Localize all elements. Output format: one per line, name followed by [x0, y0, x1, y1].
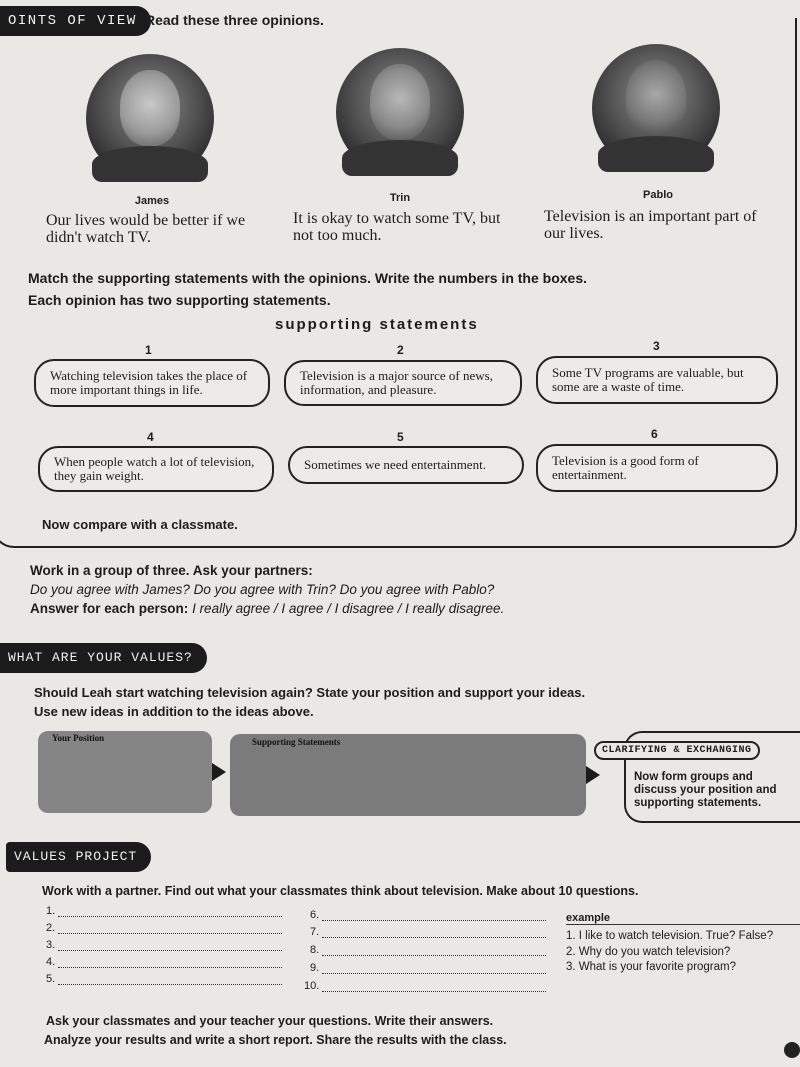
values-line-1: Should Leah start watching television again? State your position and support your ideas. — [34, 685, 586, 700]
question-number: 3. — [46, 939, 56, 951]
group-line-2: Do you agree with James? Do you agree with Trin? Do you agree with Pablo? — [30, 582, 495, 597]
arrow-right-icon — [212, 763, 226, 781]
arrow-right-icon-2 — [586, 766, 600, 784]
page-number-badge — [784, 1042, 800, 1058]
position-label: Your Position — [52, 733, 105, 743]
points-of-view-tab: OINTS OF VIEW — [0, 6, 151, 36]
compare-line: Now compare with a classmate. — [42, 517, 238, 532]
position-box — [38, 731, 212, 813]
statement-4: When people watch a lot of television, they gain weight. — [38, 446, 274, 492]
question-number: 7. — [310, 926, 320, 938]
question-number: 1. — [46, 905, 56, 917]
question-number: 5. — [46, 973, 56, 985]
question-line-2[interactable] — [46, 922, 282, 934]
clarifying-text: Now form groups and discuss your position and supporting statements. — [634, 771, 777, 809]
question-line-5[interactable] — [46, 973, 282, 985]
statement-5: Sometimes we need entertainment. — [288, 446, 524, 484]
question-number: 8. — [310, 944, 320, 956]
statement-number-3: 3 — [653, 339, 660, 353]
question-number: 10. — [304, 980, 320, 992]
question-line-4[interactable] — [46, 956, 282, 968]
trin-photo — [336, 48, 464, 176]
james-opinion: Our lives would be better if we didn't watch TV. — [46, 212, 246, 246]
example-heading: example — [566, 912, 800, 925]
example-1: 1. I like to watch television. True? False? — [566, 930, 774, 942]
pablo-photo — [592, 44, 720, 172]
closing-line-1: Ask your classmates and your teacher your questions. Write their answers. — [46, 1014, 494, 1028]
question-number: 4. — [46, 956, 56, 968]
values-tab: WHAT ARE YOUR VALUES? — [0, 643, 207, 673]
trin-name: Trin — [389, 192, 411, 204]
supporting-label: Supporting Statements — [252, 737, 341, 747]
statements-heading: supporting statements — [275, 316, 479, 333]
question-line-7[interactable] — [310, 926, 546, 938]
james-name: James — [134, 195, 170, 207]
values-line-2: Use new ideas in addition to the ideas above. — [34, 704, 314, 719]
question-line-3[interactable] — [46, 939, 282, 951]
pablo-name: Pablo — [643, 189, 673, 201]
answer-lead: Answer for each person: — [30, 601, 189, 616]
statement-number-4: 4 — [147, 430, 154, 444]
pablo-opinion: Television is an important part of our lives. — [544, 208, 757, 242]
project-tab: VALUES PROJECT — [6, 842, 151, 872]
question-number: 2. — [46, 922, 56, 934]
question-line-8[interactable] — [310, 944, 546, 956]
question-line-6[interactable] — [310, 909, 546, 921]
answer-options: I really agree / I agree / I disagree / I really disagree. — [192, 601, 505, 616]
statement-3: Some TV programs are valuable, but some are a waste of time. — [536, 356, 778, 404]
group-line-3 — [30, 601, 504, 616]
question-number: 9. — [310, 962, 320, 974]
statement-number-2: 2 — [397, 343, 404, 357]
read-instruction: Read these three opinions. — [145, 12, 324, 28]
statement-number-6: 6 — [651, 427, 658, 441]
question-line-10[interactable] — [304, 980, 546, 992]
statement-6: Television is a good form of entertainment. — [536, 444, 778, 492]
match-instruction-2: Each opinion has two supporting statements. — [28, 292, 331, 308]
question-line-9[interactable] — [310, 962, 546, 974]
trin-opinion: It is okay to watch some TV, but not too much. — [293, 210, 501, 244]
question-line-1[interactable] — [46, 905, 282, 917]
match-instruction-1: Match the supporting statements with the opinions. Write the numbers in the boxes. — [28, 270, 588, 286]
group-line-1: Work in a group of three. Ask your partners: — [30, 563, 313, 578]
statement-number-5: 5 — [397, 430, 404, 444]
james-photo — [86, 54, 214, 182]
closing-line-2: Analyze your results and write a short report. Share the results with the class. — [44, 1033, 507, 1047]
project-instruction: Work with a partner. Find out what your classmates think about television. Make about 10 questions. — [42, 884, 639, 898]
question-number: 6. — [310, 909, 320, 921]
statement-2: Television is a major source of news, information, and pleasure. — [284, 360, 522, 406]
statement-number-1: 1 — [145, 343, 152, 357]
clarifying-label: CLARIFYING & EXCHANGING — [594, 741, 760, 760]
example-2: 2. Why do you watch television? — [566, 946, 731, 958]
statement-1: Watching television takes the place of more important things in life. — [34, 359, 270, 407]
example-3: 3. What is your favorite program? — [566, 961, 737, 973]
